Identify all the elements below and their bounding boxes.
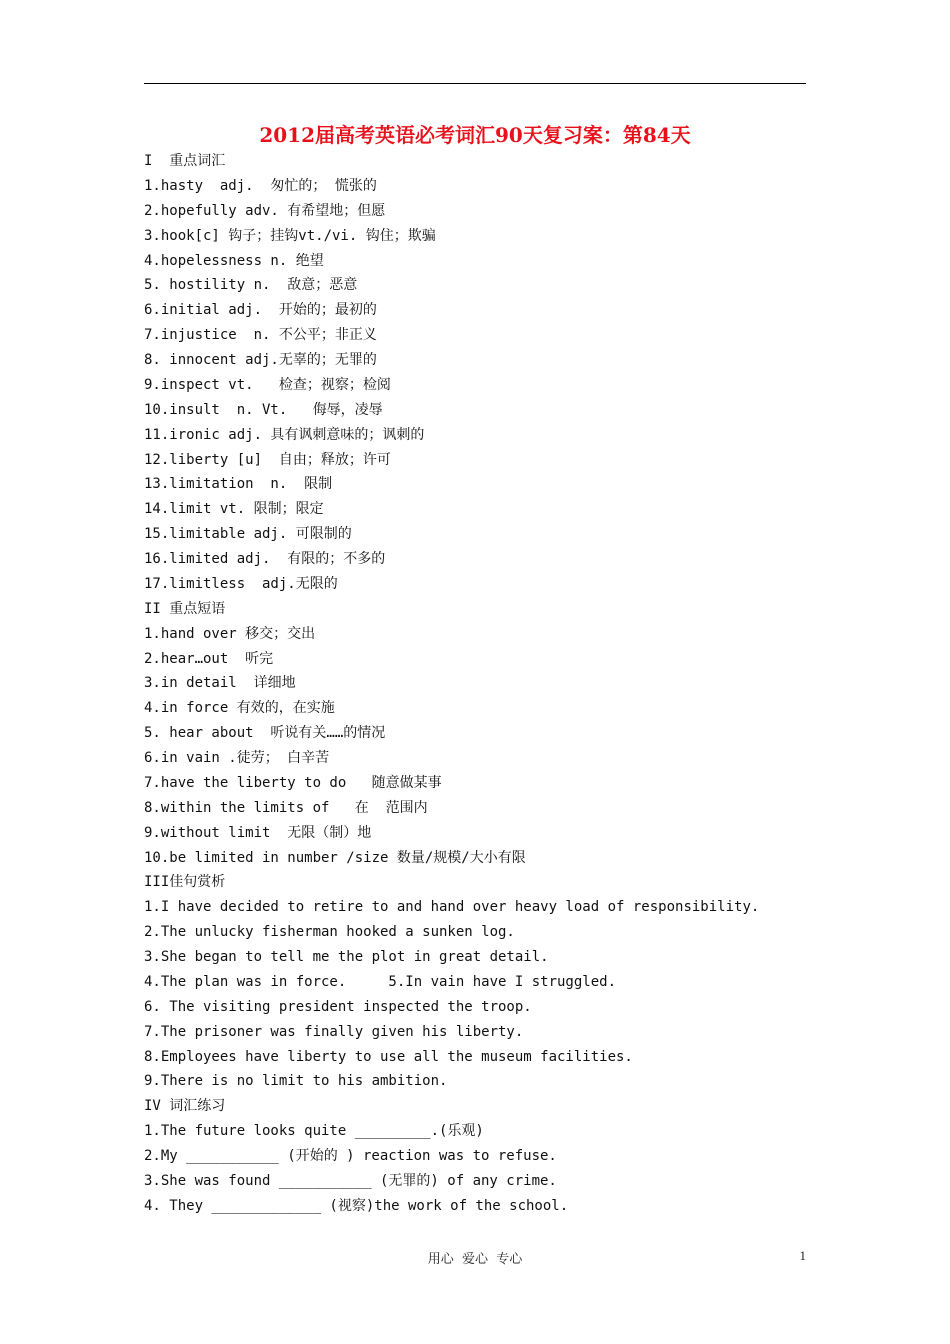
text-line: 3.She began to tell me the plot in great detail. [144,949,549,965]
text-line: 7.have the liberty to do 随意做某事 [144,774,442,791]
document-title: 2012届高考英语必考词汇90天复习案：第84天 [259,123,691,147]
text-line: 1.The future looks quite _________.(乐观) [144,1123,484,1140]
text-line: 6. The visiting president inspected the troop. [144,998,532,1015]
text-line: 12.liberty [u] 自由；释放；许可 [144,451,391,468]
text-line: 9.There is no limit to his ambition. [144,1073,448,1090]
text-line: 3.in detail 详细地 [144,675,296,692]
text-line: I 重点词汇 [144,153,226,169]
text-line: IV 词汇练习 [144,1098,226,1115]
footer-motto: 用心 爱心 专心 [427,1252,523,1267]
text-line: 1.I have decided to retire to and hand over heavy load of responsibility. [144,899,760,916]
text-line: 1.hasty adj. 匆忙的； 慌张的 [144,177,377,194]
text-line: 2.My ___________ (开始的 ) reaction was to refuse. [144,1148,557,1164]
text-line: 1.hand over 移交；交出 [144,625,316,642]
text-line: 2.The unlucky fisherman hooked a sunken log. [144,924,515,941]
header-rule [144,83,806,84]
text-line: 2.hear…out 听完 [144,650,274,667]
text-line: 8.Employees have liberty to use all the museum facilities. [144,1048,633,1065]
text-line: 9.inspect vt. 检查；视察；检阅 [144,376,391,393]
text-line: 16.limited adj. 有限的；不多的 [144,551,386,567]
text-line: 10.be limited in number /size 数量/规模/大小有限 [144,849,526,866]
text-line: 8.within the limits of 在 范围内 [144,799,428,816]
text-line: 5. hostility n. 敌意；恶意 [144,277,358,294]
text-line: 10.insult n. Vt. 侮辱，凌辱 [144,401,383,418]
text-line: 17.limitless adj.无限的 [144,575,338,592]
text-line: 3.hook[c] 钩子；挂钩vt./vi. 钩住；欺骗 [144,227,436,244]
text-line: 3.She was found ___________ (无罪的) of any crime. [144,1172,557,1189]
text-line: 9.without limit 无限（制）地 [144,824,372,841]
document-body [144,149,824,1219]
text-line: 14.limit vt. 限制；限定 [144,501,324,518]
text-line: 4. They _____________ (视察)the work of the school. [144,1197,569,1214]
text-line: 8. innocent adj.无辜的；无罪的 [144,352,377,368]
text-line: 7.The prisoner was finally given his liberty. [144,1023,524,1040]
text-line: 2.hopefully adv. 有希望地；但愿 [144,202,386,219]
text-line: 4.hopelessness n. 绝望 [144,252,324,269]
text-line: II 重点短语 [144,600,226,617]
text-line: 6.in vain .徒劳； 白辛苦 [144,750,330,766]
text-line: III佳句赏析 [144,874,226,891]
text-line: 4.in force 有效的，在实施 [144,700,335,717]
text-line: 4.The plan was in force. 5.In vain have I struggled. [144,973,617,990]
text-line: 7.injustice n. 不公平；非正义 [144,327,377,344]
text-line: 15.limitable adj. 可限制的 [144,526,352,543]
text-line: 5. hear about 听说有关……的情况 [144,725,386,742]
page-number: 1 [799,1248,806,1263]
text-line: 6.initial adj. 开始的；最初的 [144,302,377,319]
text-line: 13.limitation n. 限制 [144,476,333,493]
text-line: 11.ironic adj. 具有讽刺意味的；讽刺的 [144,426,425,443]
